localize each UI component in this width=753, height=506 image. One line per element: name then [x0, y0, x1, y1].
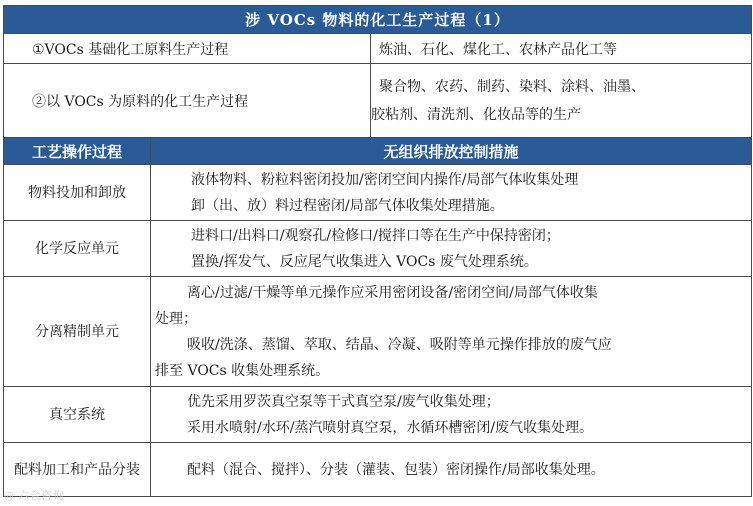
measure-line: 采用水喷射/水环/蒸汽喷射真空泵，水循环槽密闭/废气收集处理。: [187, 419, 594, 436]
measure-line: 配料（混合、搅拌）、分装（灌装、包装）密闭操作/局部收集处理。: [187, 461, 605, 478]
process-cell: 配料加工和产品分装: [4, 443, 151, 497]
measure-line: 液体物料、粉粒料密闭投加/密闭空间内操作/局部气体收集处理: [191, 171, 579, 188]
measure-line: 进料口/出料口/观察孔/检修口/搅拌口等在生产中保持密闭；: [191, 227, 560, 244]
measures-cell: [151, 443, 752, 497]
category-row: [4, 34, 752, 64]
measure-line: 吸收/洗涤、蒸馏、萃取、结晶、冷凝、吸附等单元操作排放的废气应: [187, 336, 612, 353]
header-row: [4, 138, 752, 165]
measures-cell: [151, 277, 752, 387]
watermark-logo: ◎ 六合咨询: [4, 489, 65, 502]
table-row: [4, 443, 752, 497]
measure-line: 优先采用罗茨真空泵等干式真空泵/废气收集处理；: [187, 393, 500, 410]
category-row: [4, 64, 752, 138]
measure-line: 置换/挥发气、反应尾气收集进入 VOCs 废气处理系统。: [191, 253, 538, 270]
measure-line: 处理；: [155, 310, 197, 327]
header-measures: 无组织排放控制措施: [151, 138, 752, 165]
table-row: [4, 165, 752, 221]
category-examples-line: 胶粘剂、清洗剂、化妆品等的生产: [371, 106, 581, 123]
process-cell: 真空系统: [4, 387, 151, 443]
measures-cell: [151, 221, 752, 277]
process-cell: 化学反应单元: [4, 221, 151, 277]
table-row: [4, 277, 752, 387]
process-cell: 分离精制单元: [4, 277, 151, 387]
category-label: ②以 VOCs 为原料的化工生产过程: [4, 64, 371, 138]
measure-line: 离心/过滤/干燥等单元操作应采用密闭设备/密闭空间/局部气体收集: [187, 284, 598, 301]
process-cell: 物料投加和卸放: [4, 165, 151, 221]
title-row: [4, 6, 752, 34]
table-title: 涉 VOCs 物料的化工生产过程（1）: [4, 6, 752, 34]
voc-table: [3, 5, 752, 497]
measure-line: 卸（出、放）料过程密闭/局部气体收集处理措施。: [191, 197, 504, 214]
category-examples-line: 聚合物、农药、制药、染料、涂料、油墨、: [379, 78, 645, 95]
measures-cell: [151, 387, 752, 443]
category-examples-line: 炼油、石化、煤化工、农林产品化工等: [379, 41, 617, 58]
table-row: [4, 387, 752, 443]
category-examples: [371, 64, 752, 138]
category-examples: [371, 34, 752, 64]
measures-cell: [151, 165, 752, 221]
measure-line: 排至 VOCs 收集处理系统。: [155, 362, 330, 379]
category-label: ①VOCs 基础化工原料生产过程: [4, 34, 371, 64]
header-process: 工艺操作过程: [4, 138, 151, 165]
table-row: [4, 221, 752, 277]
